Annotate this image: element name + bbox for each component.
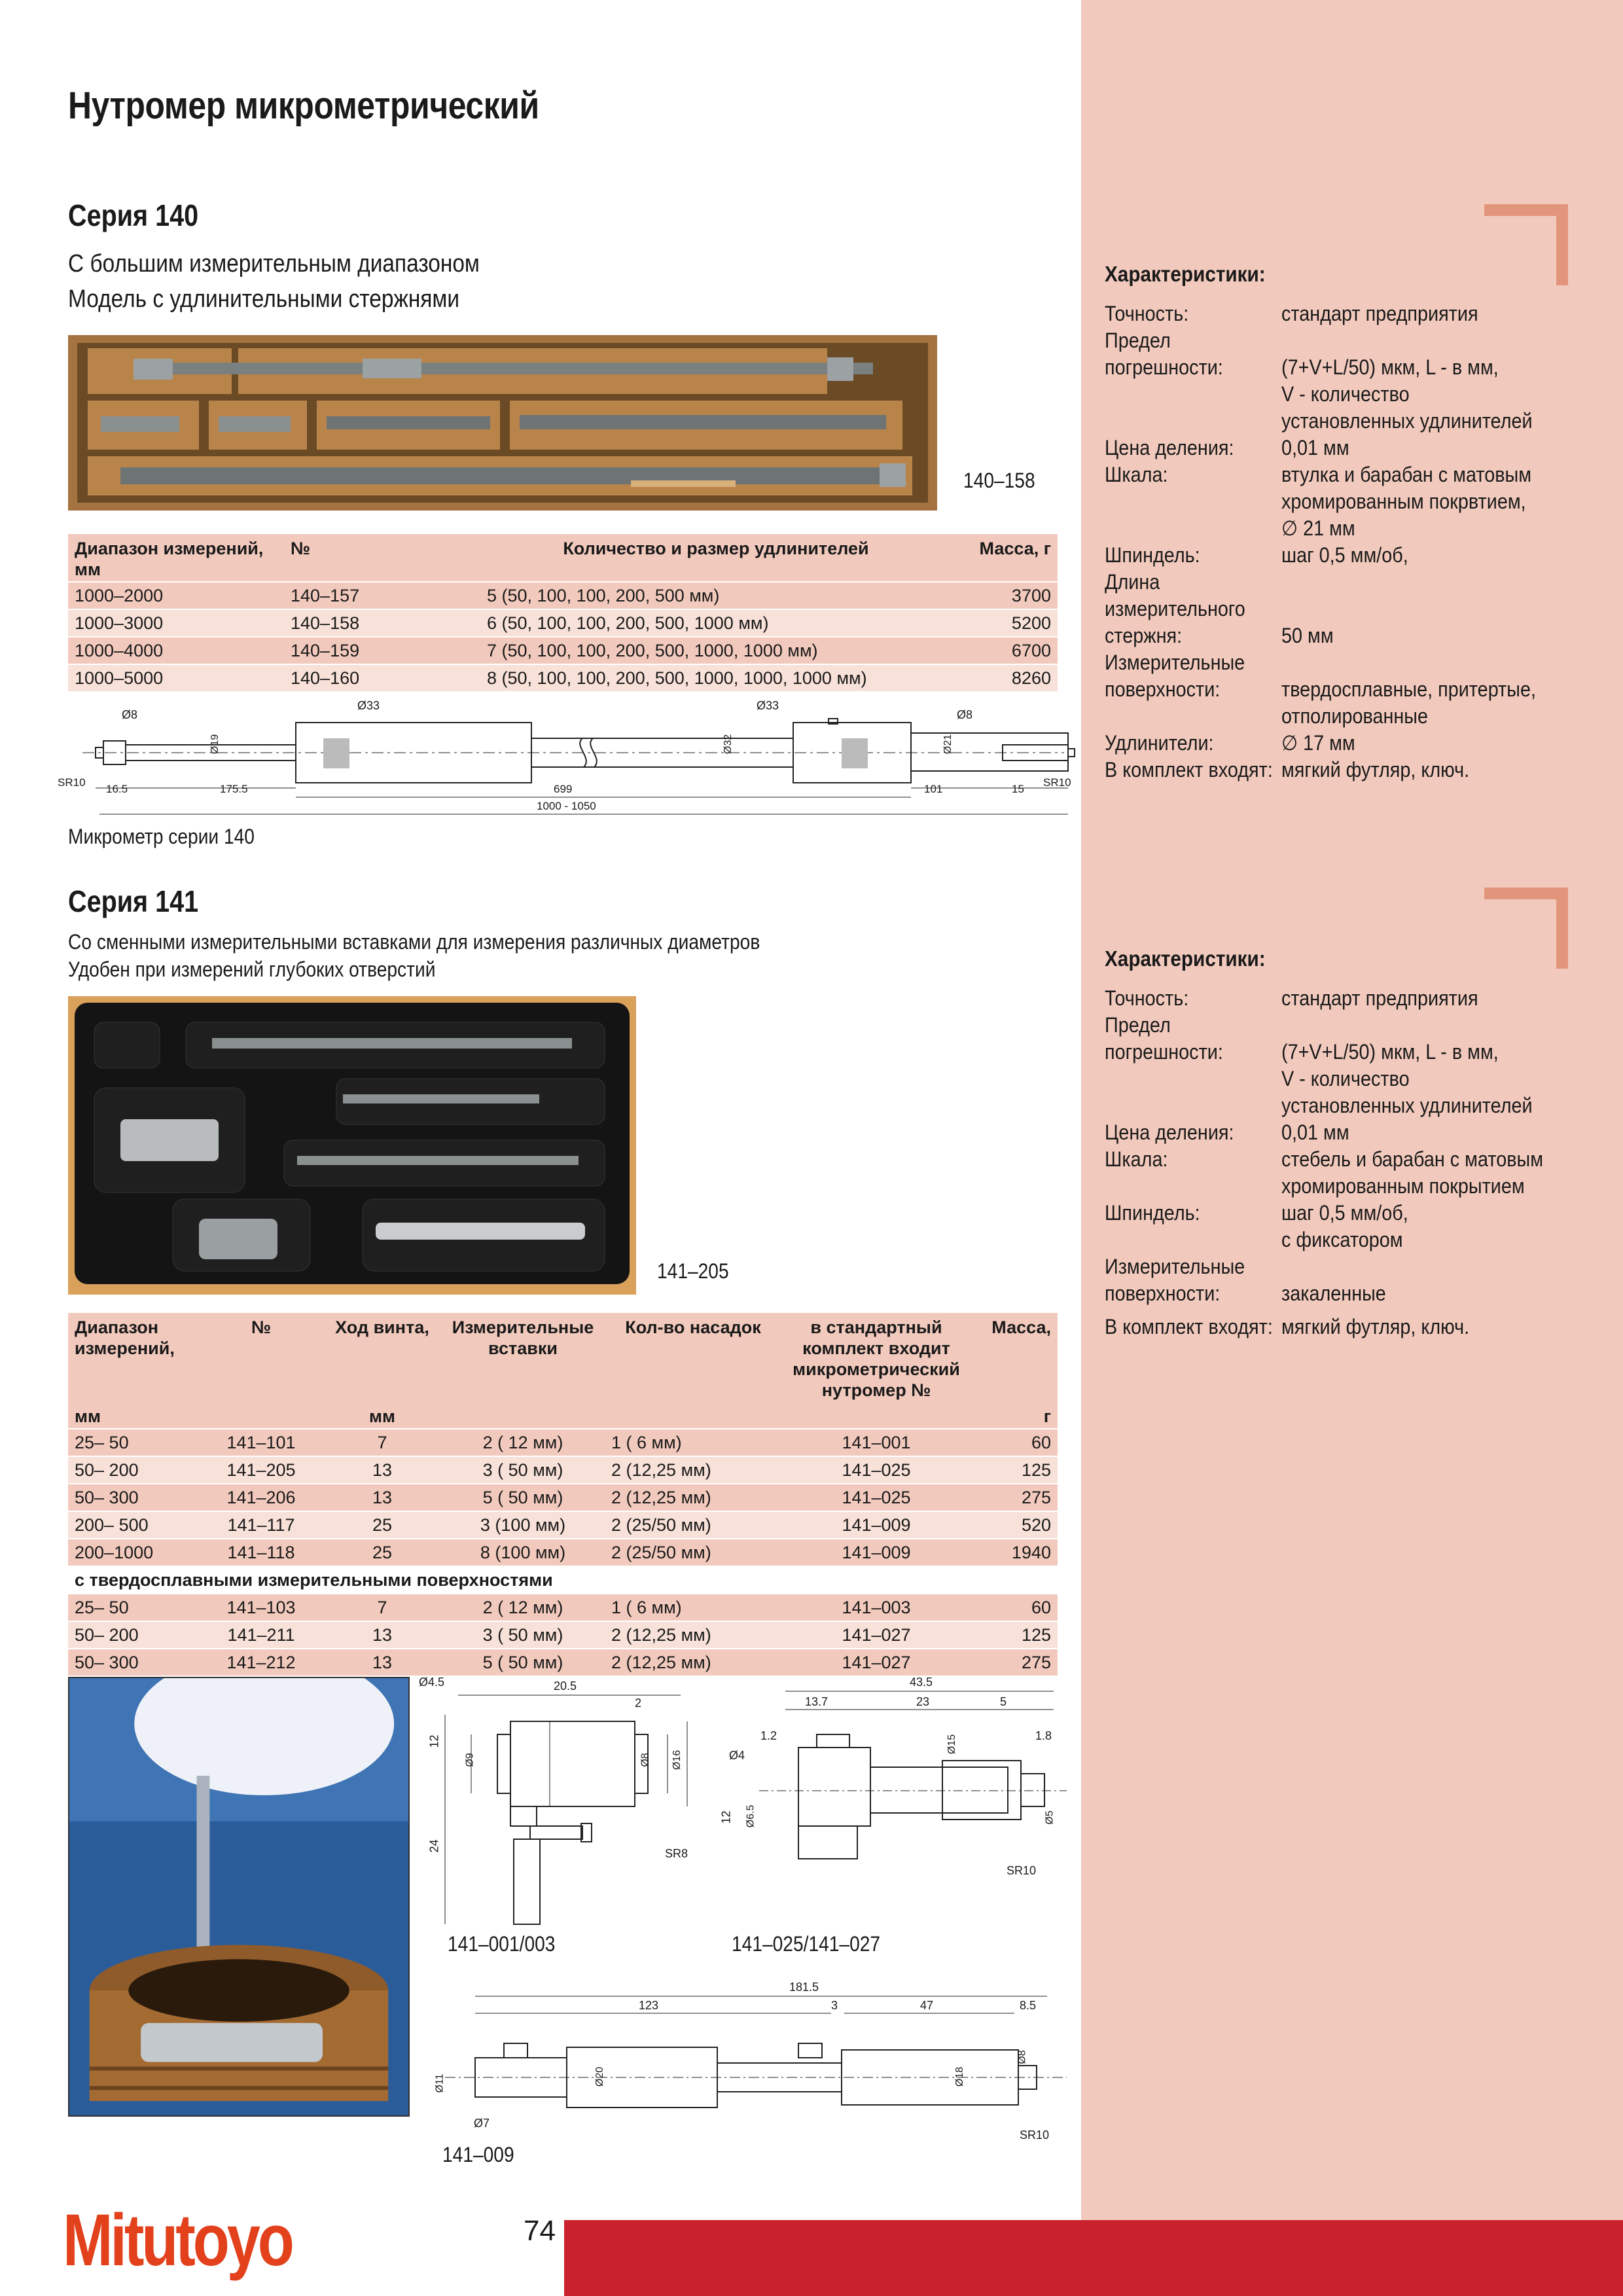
cell-extensions: 8 (50, 100, 100, 200, 500, 1000, 1000, 1000 мм) <box>480 664 952 691</box>
unit-inserts <box>441 1402 605 1429</box>
cell-inserts: 5 ( 50 мм) <box>441 1484 605 1511</box>
dim-d20: Ø20 <box>594 2066 606 2087</box>
char-row <box>1105 1314 1602 1340</box>
corner-mark-140 <box>1484 204 1568 285</box>
cell-inserts: 5 ( 50 мм) <box>441 1649 605 1676</box>
dim-123: 123 <box>639 1999 659 2012</box>
table-section-row <box>68 1566 1058 1594</box>
char-value: (7+V+L/50) мкм, L - в мм, V - количество установленных удлинителей <box>1281 1040 1533 1117</box>
drawing-141-009 <box>419 1979 1073 2147</box>
cell-included: 141–003 <box>781 1594 971 1621</box>
char-key: Шкала: <box>1105 1147 1168 1171</box>
char-key: Длина измерительного стержня: <box>1105 570 1245 647</box>
page-number: 74 <box>524 2215 556 2247</box>
dim-175-5: 175.5 <box>220 783 248 795</box>
dim-d33-right: Ø33 <box>757 699 779 712</box>
dim-47: 47 <box>920 1999 934 2012</box>
char-row <box>1105 649 1602 730</box>
char-value: шаг 0,5 мм/об, с фиксатором <box>1281 1201 1408 1251</box>
cell-screw-travel: 13 <box>323 1456 441 1484</box>
table-series-140 <box>68 534 1058 691</box>
series-141-subtitle <box>68 928 760 983</box>
drawing-140-caption: Микрометр серии 140 <box>68 825 255 848</box>
table-row <box>68 1456 1058 1484</box>
cell-nozzles: 2 (12,25 мм) <box>605 1621 781 1649</box>
cell-extensions: 6 (50, 100, 100, 200, 500, 1000 мм) <box>480 609 952 637</box>
dim-d11: Ø11 <box>434 2073 446 2093</box>
cell-mass: 60 <box>971 1429 1058 1456</box>
cell-inserts: 3 ( 50 мм) <box>441 1456 605 1484</box>
cell-number: 141–117 <box>199 1511 323 1539</box>
cell-range: 50– 300 <box>68 1484 199 1511</box>
unit-range: мм <box>68 1402 199 1429</box>
drawing-141-001-caption: 141–001/003 <box>448 1932 556 1956</box>
cell-mass: 520 <box>971 1511 1058 1539</box>
dim-d7: Ø7 <box>474 2117 490 2130</box>
cell-screw-travel: 13 <box>323 1621 441 1649</box>
cell-range: 1000–4000 <box>68 637 284 664</box>
dim-d32: Ø32 <box>722 734 734 755</box>
char-row <box>1105 985 1602 1012</box>
char-value: мягкий футляр, ключ. <box>1281 758 1470 781</box>
char-row <box>1105 542 1602 569</box>
cell-nozzles: 2 (12,25 мм) <box>605 1649 781 1676</box>
cell-number: 141–206 <box>199 1484 323 1511</box>
series-141-subtitle-line1: Со сменными измерительными вставками для измерения различных диаметров <box>68 930 760 954</box>
table-row <box>68 1649 1058 1676</box>
cell-mass: 3700 <box>952 582 1058 609</box>
table-row <box>68 1594 1058 1621</box>
table-row <box>68 609 1058 637</box>
unit-mass: г <box>971 1402 1058 1429</box>
char-value: твердосплавные, притертые, отполированные <box>1281 677 1536 728</box>
dim-2: 2 <box>635 1696 642 1710</box>
char-value: закаленные <box>1281 1282 1386 1305</box>
char-value: 50 мм <box>1281 624 1334 647</box>
drawing-141-001 <box>419 1676 707 1937</box>
cell-number: 140–157 <box>284 582 480 609</box>
table-header-row <box>68 1313 1058 1402</box>
cell-inserts: 3 (100 мм) <box>441 1511 605 1539</box>
series-141-heading: Серия 141 <box>68 884 199 918</box>
cell-included: 141–009 <box>781 1539 971 1566</box>
table-series-141 <box>68 1313 1058 1676</box>
cell-included: 141–009 <box>781 1511 971 1539</box>
char-value: (7+V+L/50) мкм, L - в мм, V - количество установленных удлинителей <box>1281 355 1533 433</box>
corner-mark-141 <box>1484 888 1568 969</box>
char-row <box>1105 569 1602 649</box>
unit-number <box>199 1402 323 1429</box>
dim-d18: Ø18 <box>954 2066 966 2087</box>
cell-extensions: 5 (50, 100, 100, 200, 500 мм) <box>480 582 952 609</box>
dim-24: 24 <box>427 1839 441 1853</box>
series-141-subtitle-line2: Удобен при измерений глубоких отверстий <box>68 958 436 981</box>
dim-15: 15 <box>1012 783 1024 795</box>
cell-range: 25– 50 <box>68 1429 199 1456</box>
photo-141-in-use <box>68 1677 410 2117</box>
mitutoyo-logo: Mitutoyo <box>63 2199 292 2281</box>
char-key: Предел погрешности: <box>1105 329 1223 379</box>
table-units-row <box>68 1402 1058 1429</box>
dim-20-5: 20.5 <box>554 1679 577 1693</box>
cell-screw-travel: 7 <box>323 1429 441 1456</box>
dim-d16: Ø16 <box>671 1749 683 1770</box>
cell-number: 141–103 <box>199 1594 323 1621</box>
dim-16-5: 16.5 <box>106 783 128 795</box>
table-row <box>68 664 1058 691</box>
cell-screw-travel: 7 <box>323 1594 441 1621</box>
cell-number: 141–212 <box>199 1649 323 1676</box>
dim-d5: Ø5 <box>1044 1810 1056 1825</box>
cell-range: 200–1000 <box>68 1539 199 1566</box>
char-row <box>1105 730 1602 757</box>
dim-sr-right: SR10 <box>1043 776 1071 789</box>
dim-d15: Ø15 <box>946 1734 958 1755</box>
drawing-micrometer-140 <box>56 699 1077 821</box>
dim-sr-left: SR10 <box>58 776 86 789</box>
char-row <box>1105 1146 1602 1200</box>
cell-mass: 5200 <box>952 609 1058 637</box>
char-row <box>1105 300 1602 327</box>
dim-1-8: 1.8 <box>1035 1729 1052 1742</box>
col-header-included-micrometer: в стандартный комплект входит микрометрический нутромер № <box>781 1313 971 1402</box>
char-key: Удлинители: <box>1105 731 1214 755</box>
dim-d4: Ø4 <box>729 1749 745 1762</box>
table-row <box>68 582 1058 609</box>
cell-screw-travel: 13 <box>323 1484 441 1511</box>
cell-range: 50– 200 <box>68 1621 199 1649</box>
dim-d6-5: Ø6.5 <box>745 1804 757 1828</box>
cell-mass: 275 <box>971 1649 1058 1676</box>
col-header-mass: Масса, г <box>952 534 1058 582</box>
char-value: 0,01 мм <box>1281 436 1349 459</box>
cell-nozzles: 1 ( 6 мм) <box>605 1429 781 1456</box>
dim-total: 1000 - 1050 <box>537 800 596 812</box>
char-key: Шкала: <box>1105 463 1168 486</box>
cell-inserts: 2 ( 12 мм) <box>441 1594 605 1621</box>
dim-5: 5 <box>1000 1695 1007 1708</box>
dim-12: 12 <box>427 1734 441 1748</box>
col-header-mass: Масса, <box>971 1313 1058 1402</box>
col-header-nozzles: Кол-во насадок <box>605 1313 781 1402</box>
char-value: стебель и барабан с матовым хромированным покрытием <box>1281 1147 1544 1198</box>
char-value: стандарт предприятия <box>1281 986 1478 1010</box>
char-value: стандарт предприятия <box>1281 302 1478 325</box>
dim-13-7: 13.7 <box>805 1695 829 1708</box>
dim-d8-left: Ø8 <box>122 708 138 721</box>
col-header-inserts: Измерительные вставки <box>441 1313 605 1402</box>
cell-mass: 1940 <box>971 1539 1058 1566</box>
col-header-range: Диапазон измерений, <box>68 1313 199 1402</box>
cell-nozzles: 2 (25/50 мм) <box>605 1539 781 1566</box>
cell-number: 140–159 <box>284 637 480 664</box>
dim-181-5: 181.5 <box>789 1981 819 1994</box>
char-value: втулка и барабан с матовым хромированным покрвтием, ∅ 21 мм <box>1281 463 1532 540</box>
characteristics-141-title: Характеристики: <box>1105 946 1266 971</box>
cell-nozzles: 2 (25/50 мм) <box>605 1511 781 1539</box>
dim-d33-left: Ø33 <box>357 699 380 712</box>
col-header-number: № <box>199 1313 323 1402</box>
series-140-subtitle-line2: Модель с удлинительными стержнями <box>68 285 460 313</box>
char-row <box>1105 757 1602 783</box>
char-value: шаг 0,5 мм/об, <box>1281 543 1408 567</box>
cell-included: 141–025 <box>781 1456 971 1484</box>
char-key: Точность: <box>1105 986 1189 1010</box>
cell-range: 25– 50 <box>68 1594 199 1621</box>
dim-3: 3 <box>831 1999 838 2012</box>
char-key: В комплект входят: <box>1105 758 1273 781</box>
photo-141-black-case <box>68 996 636 1295</box>
cell-range: 50– 300 <box>68 1649 199 1676</box>
char-row <box>1105 327 1602 435</box>
char-key: Точность: <box>1105 302 1189 325</box>
char-key: В комплект входят: <box>1105 1315 1273 1338</box>
cell-extensions: 7 (50, 100, 100, 200, 500, 1000, 1000 мм) <box>480 637 952 664</box>
cell-range: 50– 200 <box>68 1456 199 1484</box>
char-key: Измерительные поверхности: <box>1105 651 1245 701</box>
unit-included <box>781 1402 971 1429</box>
footer-bar <box>564 2220 1623 2296</box>
col-header-range: Диапазон измерений, мм <box>68 534 284 582</box>
char-value: мягкий футляр, ключ. <box>1281 1315 1470 1338</box>
characteristics-140-list <box>1105 300 1602 783</box>
table-row <box>68 1429 1058 1456</box>
cell-number: 141–211 <box>199 1621 323 1649</box>
char-key: Цена деления: <box>1105 436 1234 459</box>
series-140-heading: Серия 140 <box>68 198 199 232</box>
characteristics-140-title: Характеристики: <box>1105 262 1266 286</box>
photo-141-caption: 141–205 <box>657 1259 729 1283</box>
dim-d21: Ø21 <box>942 734 954 755</box>
dim-12: 12 <box>719 1810 733 1824</box>
char-value: ∅ 17 мм <box>1281 731 1355 755</box>
dim-23: 23 <box>916 1695 930 1708</box>
cell-inserts: 3 ( 50 мм) <box>441 1621 605 1649</box>
characteristics-141-list <box>1105 985 1602 1340</box>
dim-sr8: SR8 <box>665 1847 688 1860</box>
dim-d8: Ø8 <box>1016 2050 1028 2064</box>
char-key: Цена деления: <box>1105 1121 1234 1144</box>
cell-included: 141–025 <box>781 1484 971 1511</box>
char-row <box>1105 1200 1602 1253</box>
unit-screw-travel: мм <box>323 1402 441 1429</box>
cell-range: 1000–2000 <box>68 582 284 609</box>
dim-d19: Ø19 <box>209 734 221 755</box>
cell-number: 141–205 <box>199 1456 323 1484</box>
cell-nozzles: 2 (12,25 мм) <box>605 1456 781 1484</box>
char-key: Измерительные поверхности: <box>1105 1255 1245 1305</box>
series-140-subtitle <box>68 246 480 317</box>
cell-inserts: 8 (100 мм) <box>441 1539 605 1566</box>
table-header-row <box>68 534 1058 582</box>
cell-number: 140–160 <box>284 664 480 691</box>
dim-sr10: SR10 <box>1007 1864 1037 1877</box>
cell-number: 141–118 <box>199 1539 323 1566</box>
table-row <box>68 1539 1058 1566</box>
cell-range: 200– 500 <box>68 1511 199 1539</box>
dim-101: 101 <box>924 783 943 795</box>
cell-included: 141–001 <box>781 1429 971 1456</box>
cell-mass: 60 <box>971 1594 1058 1621</box>
drawing-141-025-caption: 141–025/141–027 <box>732 1932 881 1956</box>
cell-nozzles: 2 (12,25 мм) <box>605 1484 781 1511</box>
cell-number: 141–101 <box>199 1429 323 1456</box>
cell-number: 140–158 <box>284 609 480 637</box>
photo-140-caption: 140–158 <box>963 469 1035 492</box>
dim-43-5: 43.5 <box>910 1676 933 1689</box>
table-row <box>68 637 1058 664</box>
cell-mass: 8260 <box>952 664 1058 691</box>
cell-range: 1000–5000 <box>68 664 284 691</box>
cell-screw-travel: 13 <box>323 1649 441 1676</box>
col-header-extensions: Количество и размер удлинителей <box>480 534 952 582</box>
cell-screw-travel: 25 <box>323 1511 441 1539</box>
page-title: Нутромер микрометрический <box>68 84 539 127</box>
table-row <box>68 1511 1058 1539</box>
dim-d8: Ø8 <box>639 1753 651 1767</box>
cell-nozzles: 1 ( 6 мм) <box>605 1594 781 1621</box>
cell-mass: 125 <box>971 1456 1058 1484</box>
char-row <box>1105 1012 1602 1119</box>
char-row <box>1105 461 1602 542</box>
char-key: Предел погрешности: <box>1105 1013 1223 1064</box>
drawing-141-009-caption: 141–009 <box>442 2143 514 2166</box>
cell-mass: 125 <box>971 1621 1058 1649</box>
series-140-subtitle-line1: С большим измерительным диапазоном <box>68 250 480 278</box>
char-row <box>1105 1119 1602 1146</box>
char-value: 0,01 мм <box>1281 1121 1349 1144</box>
dim-699: 699 <box>554 783 573 795</box>
dim-1-2: 1.2 <box>760 1729 777 1742</box>
dim-8-5: 8.5 <box>1020 1999 1037 2012</box>
table-section-label: с твердосплавными измерительными поверхностями <box>68 1566 1058 1594</box>
table-row <box>68 1484 1058 1511</box>
cell-screw-travel: 25 <box>323 1539 441 1566</box>
char-row <box>1105 1253 1602 1307</box>
col-header-screw-travel: Ход винта, <box>323 1313 441 1402</box>
dim-sr10: SR10 <box>1020 2128 1050 2142</box>
dim-d45: Ø4.5 <box>419 1676 445 1689</box>
dim-d9: Ø9 <box>464 1753 476 1767</box>
table-row <box>68 1621 1058 1649</box>
cell-included: 141–027 <box>781 1649 971 1676</box>
char-key: Шпиндель: <box>1105 1201 1200 1225</box>
cell-range: 1000–3000 <box>68 609 284 637</box>
cell-included: 141–027 <box>781 1621 971 1649</box>
cell-mass: 6700 <box>952 637 1058 664</box>
cell-mass: 275 <box>971 1484 1058 1511</box>
drawing-141-025 <box>720 1676 1073 1898</box>
cell-inserts: 2 ( 12 мм) <box>441 1429 605 1456</box>
col-header-number: № <box>284 534 480 582</box>
unit-nozzles <box>605 1402 781 1429</box>
char-row <box>1105 435 1602 461</box>
photo-140-wooden-case <box>68 335 937 511</box>
char-key: Шпиндель: <box>1105 543 1200 567</box>
dim-d8-right: Ø8 <box>957 708 973 721</box>
